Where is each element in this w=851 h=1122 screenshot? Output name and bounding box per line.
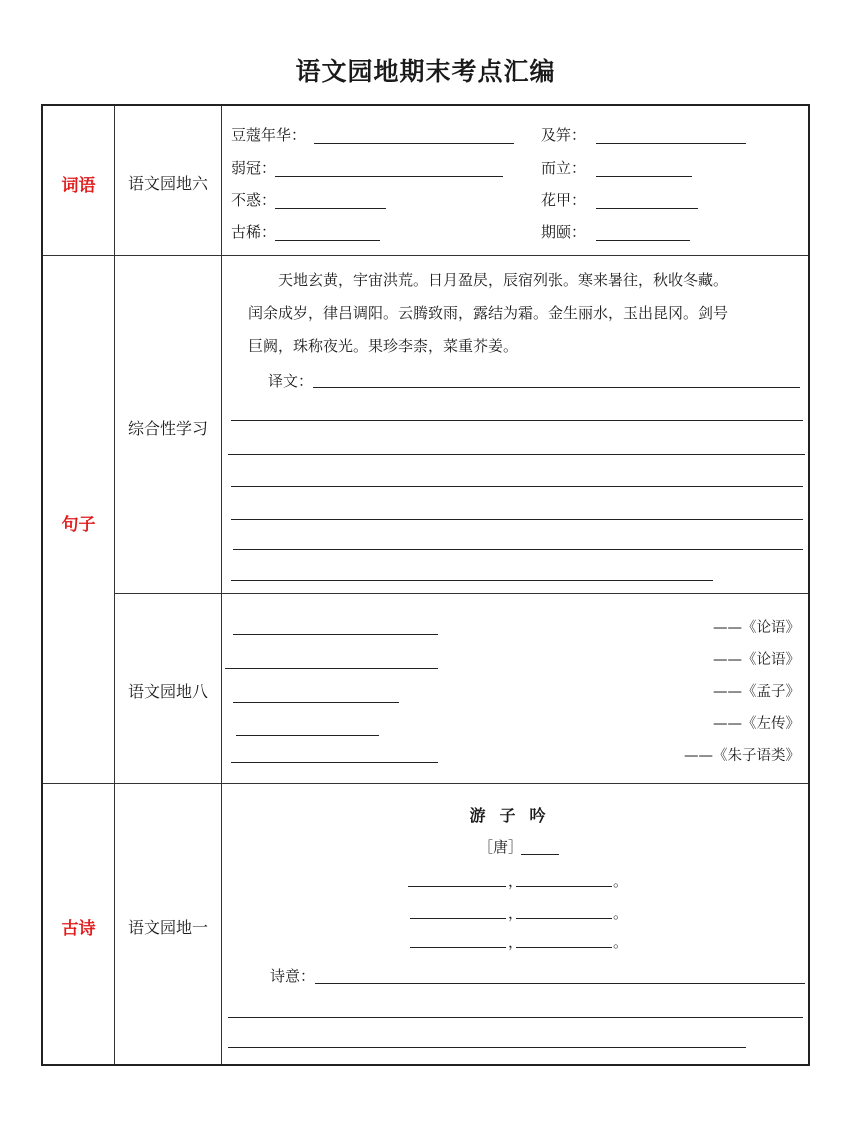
- translation-blank[interactable]: [231, 519, 803, 520]
- sub-row-divider: [115, 593, 808, 594]
- translation-blank[interactable]: [231, 420, 803, 421]
- page-title: 语文园地期末考点汇编: [295, 57, 556, 86]
- section-zonghexing-xuexi: 综合性学习: [127, 419, 208, 438]
- term-blank[interactable]: [275, 176, 503, 177]
- term-label: 及笄：: [541, 126, 587, 144]
- poem-period: 。: [613, 904, 629, 922]
- term-label: 花甲：: [541, 191, 587, 209]
- summary-table: [41, 104, 810, 1066]
- quote-blank[interactable]: [233, 634, 438, 635]
- poem-title: 游子吟: [469, 806, 560, 825]
- poem-line-blank[interactable]: [516, 886, 612, 887]
- row-divider: [43, 783, 808, 784]
- poet-blank[interactable]: [521, 854, 559, 855]
- quote-source: ——《论语》: [713, 652, 800, 668]
- quote-source: ——《论语》: [713, 620, 800, 636]
- section-yuwen-yuandi-1: 语文园地一: [127, 918, 208, 937]
- poem-period: 。: [613, 872, 629, 890]
- poem-line-blank[interactable]: [516, 918, 612, 919]
- term-label: 古稀：: [231, 223, 277, 241]
- term-label: 不惑：: [231, 191, 277, 209]
- quote-blank[interactable]: [233, 702, 399, 703]
- passage-line: 巨阙，珠称夜光。果珍李柰，菜重芥姜。: [248, 337, 519, 355]
- meaning-label: 诗意：: [270, 967, 316, 985]
- translation-blank[interactable]: [231, 580, 713, 581]
- category-juzi: 句子: [61, 515, 96, 535]
- passage-line: 天地玄黄，宇宙洪荒。日月盈昃，辰宿列张。寒来暑往，秋收冬藏。: [278, 271, 729, 289]
- term-blank[interactable]: [275, 208, 386, 209]
- term-label: 弱冠：: [231, 159, 277, 177]
- category-gushi: 古诗: [61, 919, 96, 939]
- translation-blank[interactable]: [228, 454, 805, 455]
- poem-line-blank[interactable]: [410, 947, 506, 948]
- section-yuwen-yuandi-8: 语文园地八: [127, 682, 208, 701]
- term-label: 豆蔻年华：: [231, 126, 307, 144]
- quote-source: ——《孟子》: [713, 684, 800, 700]
- translation-blank[interactable]: [313, 387, 800, 388]
- quote-blank[interactable]: [231, 762, 438, 763]
- translation-blank[interactable]: [231, 486, 803, 487]
- poem-line-blank[interactable]: [410, 918, 506, 919]
- term-label: 期颐：: [541, 223, 587, 241]
- qianziwen-passage: [248, 264, 808, 363]
- term-blank[interactable]: [275, 240, 380, 241]
- poem-dynasty: ［唐］: [478, 838, 524, 856]
- term-blank[interactable]: [596, 176, 692, 177]
- section-yuwen-yuandi-6: 语文园地六: [127, 174, 208, 193]
- quote-source: ——《朱子语类》: [684, 748, 800, 764]
- poem-comma: ，: [508, 904, 524, 922]
- term-blank[interactable]: [596, 143, 746, 144]
- column-divider: [221, 106, 222, 1064]
- term-blank[interactable]: [314, 143, 514, 144]
- quote-source: ——《左传》: [713, 716, 800, 732]
- translation-label: 译文：: [268, 372, 314, 390]
- poem-line-blank[interactable]: [408, 886, 506, 887]
- poem-comma: ，: [508, 872, 524, 890]
- quote-blank[interactable]: [225, 668, 438, 669]
- category-ciyu: 词语: [61, 176, 96, 196]
- quote-blank[interactable]: [236, 735, 379, 736]
- meaning-blank[interactable]: [315, 983, 805, 984]
- poem-period: 。: [613, 933, 629, 951]
- passage-line: 闰余成岁，律吕调阳。云腾致雨，露结为霜。金生丽水，玉出昆冈。剑号: [248, 304, 729, 322]
- translation-blank[interactable]: [233, 549, 803, 550]
- row-divider: [43, 255, 808, 256]
- meaning-blank[interactable]: [228, 1047, 746, 1048]
- poem-line-blank[interactable]: [516, 947, 612, 948]
- term-label: 而立：: [541, 159, 587, 177]
- poem-comma: ，: [508, 933, 524, 951]
- meaning-blank[interactable]: [228, 1017, 803, 1018]
- term-blank[interactable]: [596, 240, 690, 241]
- term-blank[interactable]: [596, 208, 698, 209]
